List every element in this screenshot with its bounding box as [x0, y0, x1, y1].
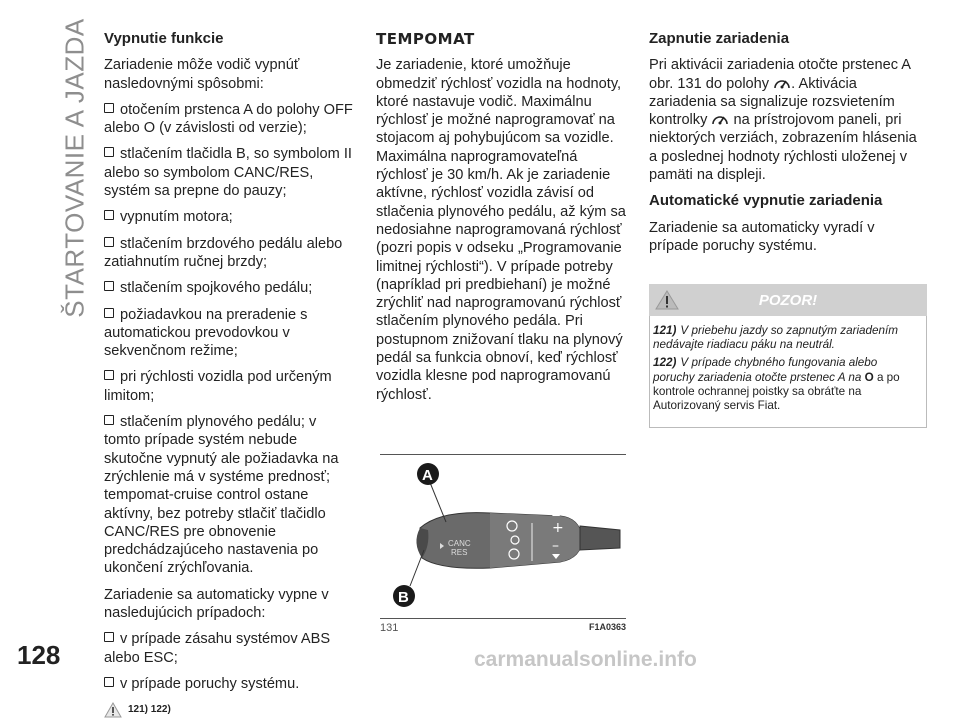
svg-text:+: +: [552, 520, 564, 536]
res-label: RES: [451, 548, 468, 557]
warning-item-122: 122) V prípade chybného fungovania alebo poruchy zariadenia otočte prstenec A na O a po kontrole ochrannej poistky sa obráťte na Autorizovaný servis Fiat.: [653, 356, 900, 413]
intro-text: Zariadenie môže vodič vypnúť nasledovnými spôsobmi:: [104, 57, 300, 92]
list-item: vypnutím motora;: [104, 208, 356, 226]
bullet-box-icon: [104, 632, 114, 642]
column-2: [376, 30, 629, 412]
bullet-box-icon: [104, 237, 114, 247]
list-item: stlačením plynového pedálu; v tomto prípade systém nebude skutočne vypnutý ale požiadavka na zrýchlenie má v systéme prednosť; tempomat-cruise control ostane aktívny, bez potreby stlačiť tlačidlo CANC/RES pre obnovenie predchádzajúceho nastavenia po ukončení zrýchľovania.: [104, 414, 339, 577]
column-3: [649, 30, 926, 263]
heading-zapnutie: Zapnutie zariadenia: [649, 30, 790, 47]
column-1: [104, 30, 356, 720]
zapnutie-text: Pri aktivácii zariadenia otočte prstenec A obr. 131 do polohy . Aktivácia zariadenia sa signalizuje rozsvietením kontrolky na prístrojovom paneli, pri niektorých verziách, zobrazením hlásenia a poslednej hodnoty rýchlosti uloženej v pamäti na displeji.: [649, 57, 917, 184]
stalk-figure: [380, 458, 626, 618]
heading-auto-vypnutie: Automatické vypnutie zariadenia: [649, 192, 883, 210]
label-a: A: [422, 467, 433, 484]
bullet-box-icon: [104, 103, 114, 113]
speed-limiter-icon: [773, 76, 791, 90]
list-item: pri rýchlosti vozidla pod určeným limitom;: [104, 369, 332, 404]
warning-box: [649, 284, 927, 428]
auto-off-text: Zariadenie sa automaticky vypne v nasledujúcich prípadoch:: [104, 586, 329, 622]
list-item: stlačením spojkového pedálu;: [104, 279, 356, 297]
list-item: stlačením brzdového pedálu alebo zatiahnutím ručnej brzdy;: [104, 235, 343, 270]
tempomat-text: Je zariadenie, ktoré umožňuje obmedziť rýchlosť vozidla na hodnoty, ktoré nastavuje vodič. Maximálnu rýchlosť je možné naprogramovať na stojacom aj pohybujúcom sa vozidle. Maximálna naprogramovateľná rýchlosť je 30 km/h. Ak je zariadenie aktívne, rýchlosť vozidla závisí od stlačenia plynového pedálu, až kým sa nedosiahne naprogramovaná rýchlosť (pozri popis v odseku „Programovanie limitnej rýchlosti“). V prípade potreby (napríklad pri predbiehaní) je možné zrýchliť nad naprogramovanú rýchlosť stlačením plynového pedála. Pri postupnom znižovaní tlaku na plynový pedál sa funkcia obnoví, keď rýchlosť vozidla klesne pod naprogramovanú rýchlosť.: [376, 57, 626, 403]
figure-top-rule: [380, 454, 626, 455]
warning-triangle-icon: [104, 702, 122, 718]
bullet-box-icon: [104, 308, 114, 318]
list-item: v prípade poruchy systému.: [104, 675, 356, 693]
warning-body: [649, 316, 927, 428]
list-item: stlačením tlačidla B, so symbolom II alebo so symbolom CANC/RES, systém sa prepne do pauzy;: [104, 146, 352, 200]
label-b: B: [398, 589, 409, 606]
warning-header: POZOR!: [649, 284, 927, 316]
heading-vypnutie: Vypnutie funkcie: [104, 30, 224, 47]
svg-text:–: –: [552, 538, 559, 554]
warning-refs[interactable]: 121) 122): [104, 701, 356, 719]
warning-item-121: 121) V priebehu jazdy so zapnutým zariadením nedávajte riadiacu páku na neutrál.: [653, 324, 899, 352]
figure-bottom-rule: [380, 618, 626, 619]
bullet-box-icon: [104, 147, 114, 157]
watermark: carmanualsonline.info: [474, 648, 697, 671]
auto-vypnutie-text: Zariadenie sa automaticky vyradí v prípade poruchy systému.: [649, 219, 875, 254]
bullet-box-icon: [104, 415, 114, 425]
bullet-box-icon: [104, 281, 114, 291]
list-item: v prípade zásahu systémov ABS alebo ESC;: [104, 631, 331, 666]
page-number: 128: [17, 640, 61, 670]
bullet-box-icon: [104, 677, 114, 687]
section-title: ŠTARTOVANIE A JAZDA: [59, 17, 90, 318]
canc-label: CANC: [448, 539, 471, 548]
speed-limiter-warning-light-icon: [711, 112, 729, 126]
bullet-box-icon: [104, 210, 114, 220]
list-item: požiadavkou na preradenie s automatickou prevodovkou v sekvenčnom režime;: [104, 306, 308, 360]
figure-code: F1A0363: [588, 622, 626, 632]
heading-tempomat: TEMPOMAT: [376, 30, 475, 48]
list-item: otočením prstenca A do polohy OFF alebo O (v závislosti od verzie);: [104, 101, 353, 137]
bullet-box-icon: [104, 370, 114, 380]
figure-caption: 131 F1A0363: [380, 622, 626, 634]
